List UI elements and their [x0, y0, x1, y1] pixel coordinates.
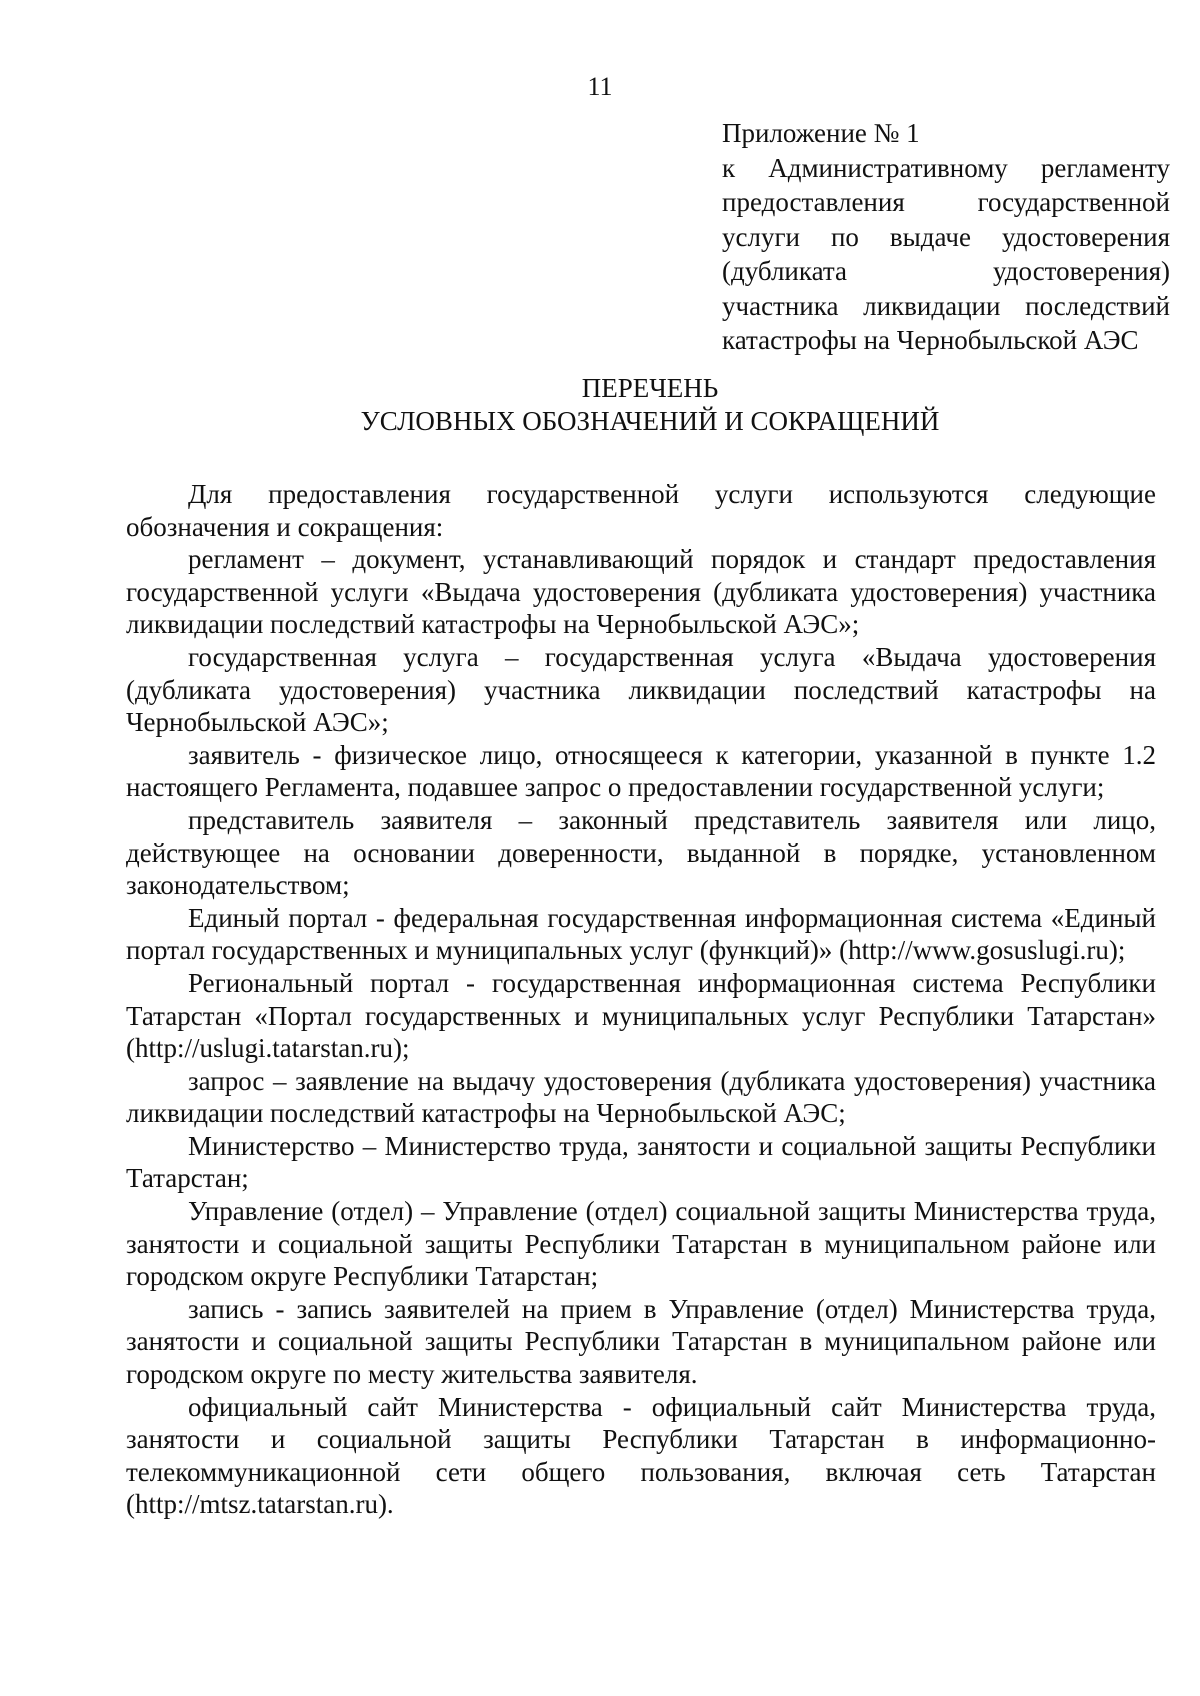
appendix-line: Приложение № 1 — [722, 118, 920, 148]
paragraph-definition: запрос – заявление на выдачу удостоверения (дубликата удостоверения) участника ликвидации последствий катастрофы на Чернобыльской АЭС; — [126, 1065, 1156, 1129]
appendix-line: предоставления государственной — [722, 187, 1170, 217]
paragraph-definition: регламент – документ, устанавливающий порядок и стандарт предоставления государственной услуги «Выдача удостоверения (дубликата удостоверения) участника ликвидации последствий катастрофы на Чернобыльской АЭС»; — [126, 544, 1156, 640]
document-title — [0, 372, 1200, 438]
page-number: 11 — [587, 72, 613, 101]
paragraph-intro: Для предоставления государственной услуги используются следующие обозначения и сокращения: — [126, 479, 1156, 542]
document-body — [126, 478, 1156, 1521]
appendix-line: катастрофы на Чернобыльской АЭС — [722, 325, 1139, 355]
appendix-line: к Административному регламенту — [722, 152, 1170, 183]
title-line-1: ПЕРЕЧЕНЬ — [581, 373, 719, 403]
paragraph-definition: заявитель - физическое лицо, относящееся к категории, указанной в пункте 1.2 настоящего Регламента, подавшее запрос о предоставлении государственной услуги; — [126, 739, 1156, 803]
paragraph-definition: Министерство – Министерство труда, занятости и социальной защиты Республики Татарстан; — [126, 1130, 1156, 1194]
paragraph-definition: представитель заявителя – законный представитель заявителя или лицо, действующее на основании доверенности, выданной в порядке, установленном законодательством; — [126, 804, 1156, 901]
paragraph-definition: Единый портал - федеральная государственная информационная система «Единый портал государственных и муниципальных услуг (функций)» (http://www.gosuslugi.ru); — [126, 902, 1156, 966]
appendix-block — [722, 116, 1170, 358]
title-line-2: УСЛОВНЫХ ОБОЗНАЧЕНИЙ И СОКРАЩЕНИЙ — [360, 406, 940, 436]
appendix-line: услуги по выдаче удостоверения — [722, 221, 1170, 252]
appendix-line: участника ликвидации последствий — [722, 290, 1170, 321]
paragraph-definition: запись - запись заявителей на прием в Управление (отдел) Министерства труда, занятости и социальной защиты Республики Татарстан в муниципальном районе или городском округе по месту жительства заявителя. — [126, 1293, 1156, 1390]
paragraph-definition: Региональный портал - государственная информационная система Республики Татарстан «Портал государственных и муниципальных услуг Республики Татарстан» (http://uslugi.tatarstan.ru); — [126, 967, 1156, 1064]
paragraph-definition: Управление (отдел) – Управление (отдел) социальной защиты Министерства труда, занятости и социальной защиты Республики Татарстан в муниципальном районе или городском округе Республики Татарстан; — [126, 1196, 1156, 1292]
appendix-line: (дубликата удостоверения) — [722, 256, 1170, 286]
paragraph-definition: официальный сайт Министерства - официальный сайт Министерства труда, занятости и социальной защиты Республики Татарстан в информационно-телекоммуникационной сети общего пользования, включая сеть Татарстан (http://mtsz.tatarstan.ru). — [126, 1391, 1156, 1520]
paragraph-definition: государственная услуга – государственная услуга «Выдача удостоверения (дубликата удостоверения) участника ликвидации последствий катастрофы на Чернобыльской АЭС»; — [126, 641, 1156, 738]
